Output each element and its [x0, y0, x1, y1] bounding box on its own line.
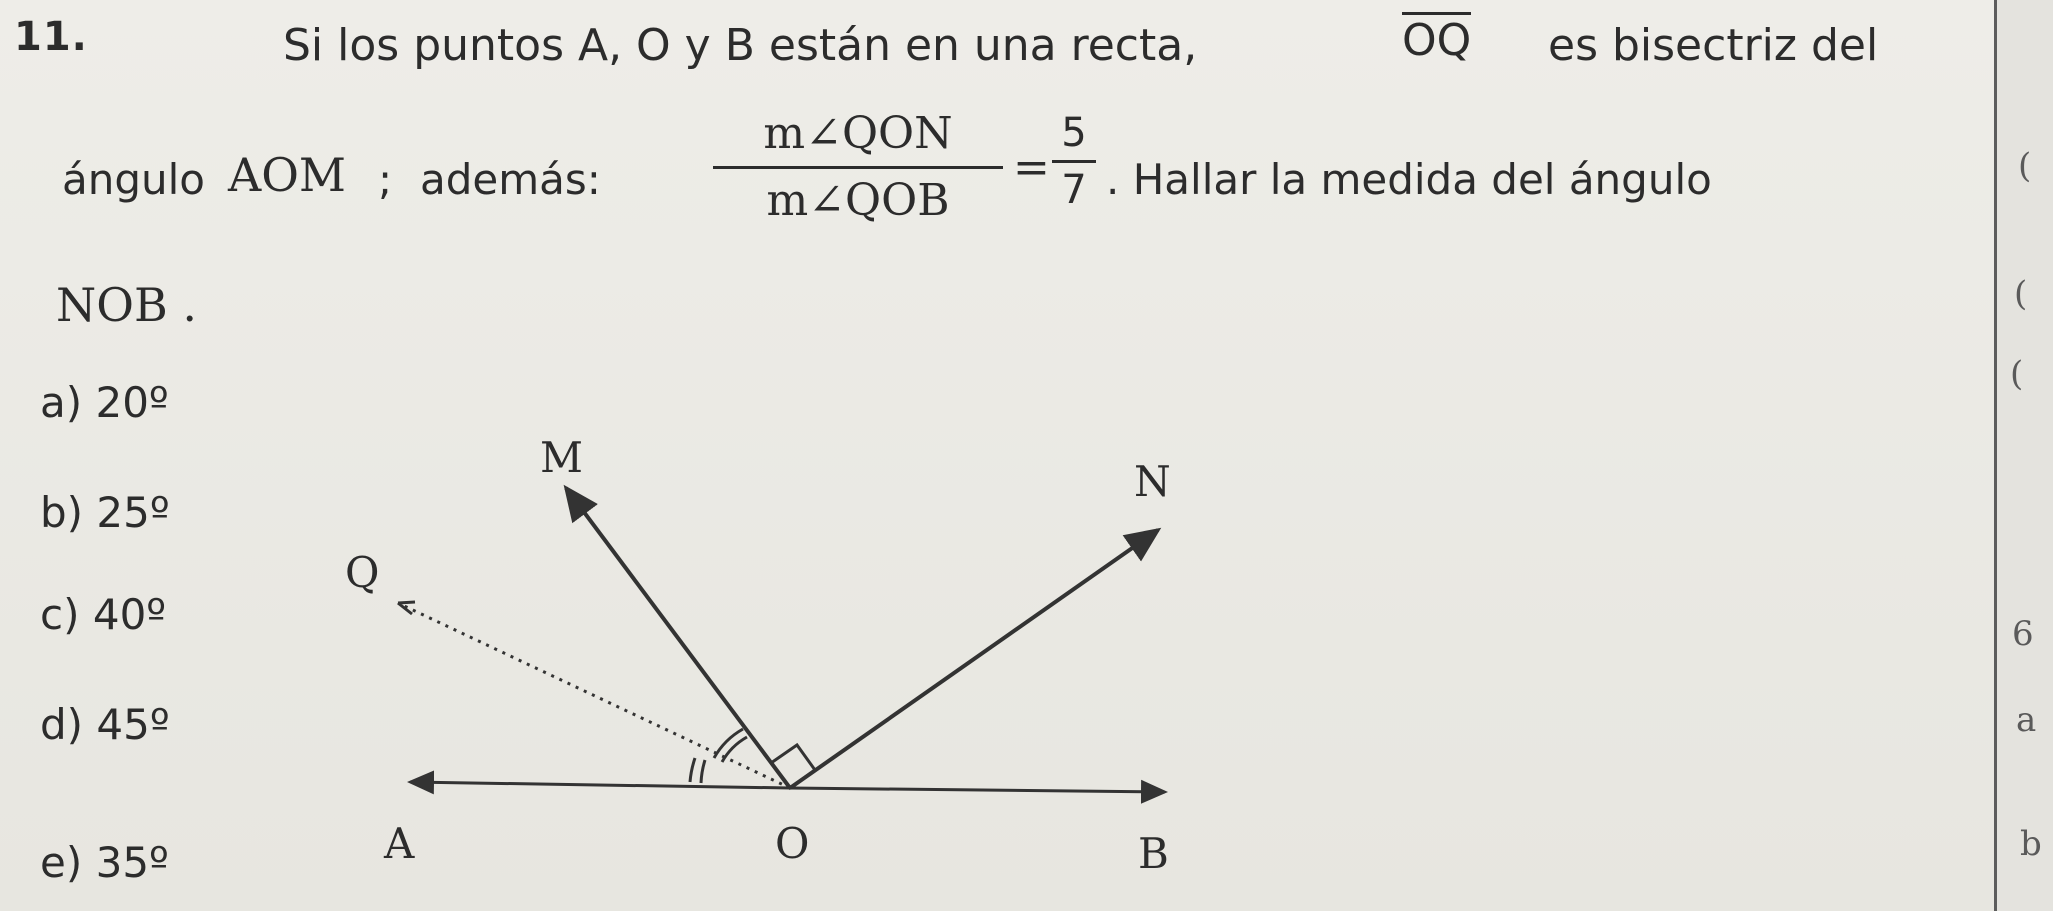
statement-line-2-end: . Hallar la medida del ángulo — [1106, 155, 1712, 204]
label-m: M — [540, 433, 584, 482]
statement-line-1-end: es bisectriz del — [1548, 20, 1879, 71]
ray-oq-bisector — [398, 603, 790, 788]
option-letter: c) — [40, 590, 80, 639]
label-a: A — [384, 819, 415, 868]
option-value: 20º — [95, 378, 169, 427]
option-value: 45º — [96, 700, 170, 749]
ray-on — [790, 530, 1158, 788]
angle-arc — [701, 760, 705, 783]
semicolon: ; — [378, 155, 393, 204]
ratio-value-denominator: 7 — [1061, 167, 1087, 213]
label-b: B — [1138, 829, 1169, 878]
option-value: 25º — [96, 488, 170, 537]
ray-ob — [790, 788, 1165, 792]
ray-om — [566, 488, 790, 788]
label-o: O — [775, 819, 810, 868]
angle-arc — [690, 758, 695, 782]
label-q: Q — [345, 548, 380, 597]
ratio-value-numerator: 5 — [1061, 110, 1087, 156]
option-letter: e) — [40, 838, 83, 887]
edge-fragment: ( — [2014, 274, 2028, 314]
edge-fragment: 6 — [2012, 614, 2034, 654]
edge-fragment: ( — [2010, 354, 2024, 394]
option-letter: a) — [40, 378, 83, 427]
label-n: N — [1134, 457, 1171, 506]
statement-word-angulo: ángulo — [62, 155, 206, 204]
ray-oq-overline: OQ — [1402, 12, 1471, 65]
ratio-numerator: m∠QON — [763, 108, 953, 159]
statement-line-3: NOB . — [56, 278, 198, 332]
option-letter: b) — [40, 488, 84, 537]
statement-word-ademas: además: — [420, 155, 601, 204]
edge-fragment: ( — [2018, 146, 2032, 186]
ray-oa — [410, 782, 790, 788]
option-letter: d) — [40, 700, 84, 749]
option-value: 40º — [92, 590, 167, 639]
ratio-denominator: m∠QOB — [766, 175, 950, 226]
right-angle-mark — [771, 745, 815, 788]
angle-aom: AOM — [228, 148, 347, 202]
statement-line-1: Si los puntos A, O y B están en una recta, — [283, 20, 1198, 71]
edge-fragment: a — [2016, 700, 2037, 740]
ray-oq-arrowhead — [398, 602, 415, 614]
option-value: 35º — [95, 838, 169, 887]
problem-number: 11. — [14, 14, 88, 60]
edge-fragment: b — [2020, 824, 2042, 864]
equals-sign: = — [1013, 142, 1050, 193]
